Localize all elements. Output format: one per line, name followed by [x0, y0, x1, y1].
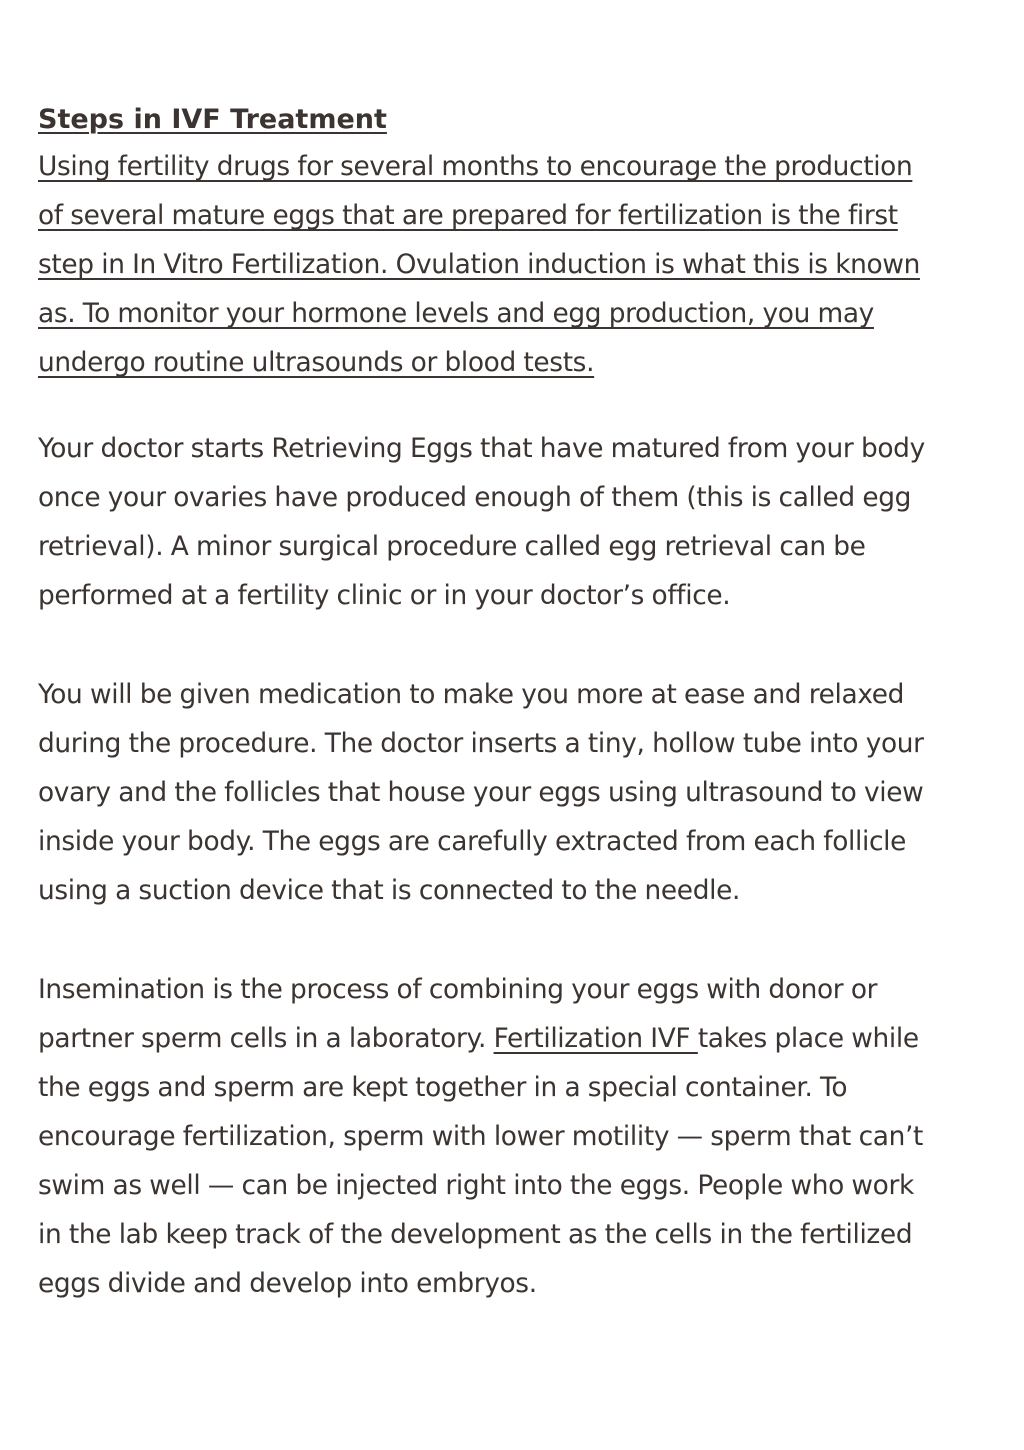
text-line: Insemination is the process of combining your eggs with donor or — [38, 974, 878, 1005]
text-line: Your doctor starts Retrieving Eggs that have matured from your body — [38, 433, 925, 464]
article — [38, 98, 978, 1308]
text-line: ovary and the follicles that house your eggs using ultrasound to view — [38, 777, 924, 808]
text-line: the eggs and sperm are kept together in a special container. To — [38, 1072, 848, 1103]
text-line: swim as well — can be injected right into the eggs. People who work — [38, 1170, 914, 1201]
text-line: once your ovaries have produced enough of them (this is called egg — [38, 482, 912, 513]
text-line: of several mature eggs that are prepared for fertilization is the first — [38, 200, 898, 231]
text-line: retrieval). A minor surgical procedure called egg retrieval can be — [38, 531, 866, 562]
text-line: step in In Vitro Fertilization. Ovulation induction is what this is known — [38, 249, 920, 280]
text-line: using a suction device that is connected to the needle. — [38, 875, 741, 906]
text-line: Using fertility drugs for several months to encourage the production — [38, 151, 913, 182]
text-segment: takes place while — [697, 1023, 919, 1054]
text-line: inside your body. The eggs are carefully extracted from each follicle — [38, 826, 907, 857]
text-line: eggs divide and develop into embryos. — [38, 1268, 537, 1299]
text-line: as. To monitor your hormone levels and egg production, you may — [38, 298, 874, 329]
text-line: undergo routine ultrasounds or blood tests. — [38, 347, 595, 378]
fertilization-ivf-link[interactable]: Fertilization IVF — [493, 1023, 698, 1054]
text-segment: partner sperm cells in a laboratory. — [38, 1023, 494, 1054]
text-line-with-link — [38, 1014, 978, 1063]
text-line: in the lab keep track of the development as the cells in the fertilized — [38, 1219, 913, 1250]
text-line: during the procedure. The doctor inserts a tiny, hollow tube into your — [38, 728, 924, 759]
paragraph-insemination — [38, 965, 978, 1308]
text-line: encourage fertilization, sperm with lower motility — sperm that can’t — [38, 1121, 923, 1152]
section-heading: Steps in IVF Treatment — [38, 104, 387, 135]
paragraph-ovulation-induction[interactable] — [38, 142, 978, 387]
paragraph-procedure — [38, 670, 978, 915]
text-line: You will be given medication to make you more at ease and relaxed — [38, 679, 905, 710]
paragraph-egg-retrieval — [38, 424, 978, 620]
text-line: performed at a fertility clinic or in your doctor’s office. — [38, 580, 731, 611]
